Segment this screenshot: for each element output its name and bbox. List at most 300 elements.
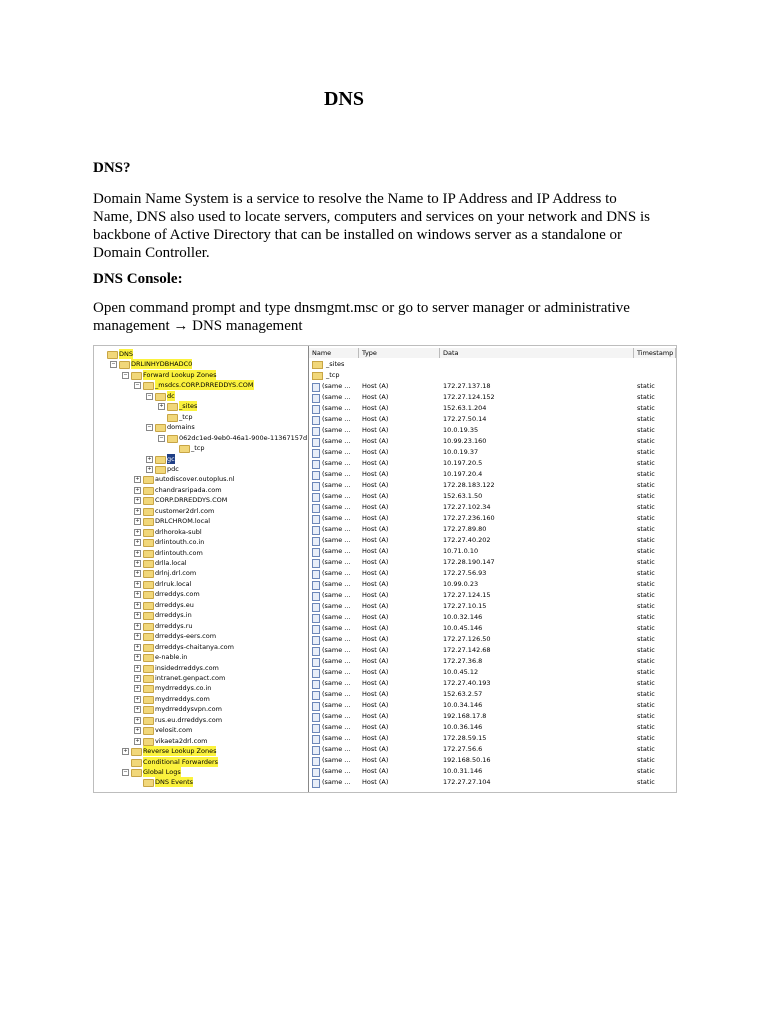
record-data: 10.99.23.160	[443, 437, 487, 445]
record-name: (same ...	[322, 602, 351, 610]
dns-record-row[interactable]	[309, 557, 676, 568]
record-type: Host (A)	[362, 745, 389, 753]
tree-node-label: velosit.com	[155, 726, 193, 735]
record-icon	[312, 383, 320, 392]
expand-icon[interactable]: +	[135, 591, 140, 598]
record-name: (same ...	[322, 437, 351, 445]
record-timestamp: static	[637, 723, 655, 731]
tree-node[interactable]	[94, 401, 308, 411]
record-name: (same ...	[322, 679, 351, 687]
expand-icon[interactable]: +	[159, 403, 164, 410]
record-data: 172.28.190.147	[443, 558, 495, 566]
dns-record-row[interactable]	[309, 414, 676, 425]
folder-icon	[143, 717, 154, 725]
list-folder-row[interactable]	[309, 359, 676, 370]
tree-node-label: mydrreddys.co.in	[155, 684, 212, 693]
folder-icon	[143, 382, 154, 390]
folder-icon	[119, 361, 130, 369]
column-header[interactable]: Name	[309, 348, 359, 358]
collapse-icon[interactable]: −	[123, 371, 128, 378]
tree-node[interactable]	[94, 474, 308, 484]
record-data: 10.0.31.146	[443, 767, 483, 775]
folder-icon	[107, 351, 118, 359]
folder-icon	[312, 361, 323, 369]
record-timestamp: static	[637, 459, 655, 467]
folder-icon	[131, 759, 142, 767]
record-icon	[312, 504, 320, 513]
record-data: 152.63.2.57	[443, 690, 483, 698]
expand-icon[interactable]: +	[135, 654, 140, 661]
record-data: 172.27.102.34	[443, 503, 491, 511]
dns-record-row[interactable]	[309, 546, 676, 557]
record-icon	[312, 647, 320, 656]
folder-icon	[131, 372, 142, 380]
dns-record-row[interactable]	[309, 656, 676, 667]
record-type: Host (A)	[362, 690, 389, 698]
record-type: Host (A)	[362, 547, 389, 555]
dns-record-row[interactable]	[309, 623, 676, 634]
folder-icon	[143, 665, 154, 673]
record-name: (same ...	[322, 668, 351, 676]
record-icon	[312, 438, 320, 447]
record-timestamp: static	[637, 547, 655, 555]
record-name: (same ...	[322, 778, 351, 786]
expand-icon[interactable]: +	[135, 612, 140, 619]
tree-node[interactable]	[94, 433, 308, 443]
dns-record-row[interactable]	[309, 634, 676, 645]
folder-icon	[143, 612, 154, 620]
tree-node-label: drlintouth.co.in	[155, 538, 205, 547]
dns-record-row[interactable]	[309, 513, 676, 524]
dns-record-row[interactable]	[309, 678, 676, 689]
folder-icon	[143, 591, 154, 599]
tree-node[interactable]	[94, 631, 308, 641]
collapse-icon[interactable]: −	[147, 392, 152, 399]
folder-icon	[155, 424, 166, 432]
record-data: 172.27.137.18	[443, 382, 491, 390]
dns-record-row[interactable]	[309, 436, 676, 447]
record-timestamp: static	[637, 778, 655, 786]
record-timestamp: static	[637, 591, 655, 599]
tree-node[interactable]	[94, 412, 308, 422]
record-timestamp: static	[637, 580, 655, 588]
record-data: 172.27.56.6	[443, 745, 483, 753]
folder-icon	[143, 550, 154, 558]
folder-icon	[143, 727, 154, 735]
record-timestamp: static	[637, 448, 655, 456]
expand-icon[interactable]: +	[135, 633, 140, 640]
tree-node[interactable]	[94, 558, 308, 568]
tree-node-label: _msdcs.CORP.DRREDDYS.COM	[155, 381, 254, 390]
record-timestamp: static	[637, 602, 655, 610]
expand-icon[interactable]: +	[135, 507, 140, 514]
record-name: (same ...	[322, 404, 351, 412]
record-type: Host (A)	[362, 470, 389, 478]
folder-icon	[143, 497, 154, 505]
record-name: (same ...	[322, 690, 351, 698]
folder-icon	[143, 476, 154, 484]
record-timestamp: static	[637, 745, 655, 753]
expand-icon[interactable]: +	[135, 528, 140, 535]
record-name: (same ...	[322, 503, 351, 511]
dns-record-row[interactable]	[309, 381, 676, 392]
record-icon	[312, 405, 320, 414]
record-type: Host (A)	[362, 646, 389, 654]
dns-record-row[interactable]	[309, 689, 676, 700]
dns-record-row[interactable]	[309, 700, 676, 711]
expand-icon[interactable]: +	[147, 455, 152, 462]
record-timestamp: static	[637, 426, 655, 434]
expand-icon[interactable]: +	[135, 727, 140, 734]
dns-record-row[interactable]	[309, 590, 676, 601]
folder-icon	[131, 748, 142, 756]
record-timestamp: static	[637, 393, 655, 401]
record-name: (same ...	[322, 657, 351, 665]
expand-icon[interactable]: +	[135, 706, 140, 713]
record-icon	[312, 570, 320, 579]
dns-record-row[interactable]	[309, 403, 676, 414]
record-type: Host (A)	[362, 778, 389, 786]
tree-node[interactable]	[94, 610, 308, 620]
record-name: (same ...	[322, 536, 351, 544]
expand-icon[interactable]: +	[135, 622, 140, 629]
record-name: (same ...	[322, 448, 351, 456]
tree-node-label: pdc	[167, 464, 179, 473]
tree-node[interactable]	[94, 757, 308, 767]
record-name: (same ...	[322, 525, 351, 533]
dns-record-row[interactable]	[309, 612, 676, 623]
tree-node[interactable]	[94, 600, 308, 610]
expand-icon[interactable]: +	[135, 549, 140, 556]
expand-icon[interactable]: +	[135, 539, 140, 546]
tree-node[interactable]	[94, 548, 308, 558]
tree-node[interactable]	[94, 506, 308, 516]
dns-record-row[interactable]	[309, 711, 676, 722]
folder-icon	[143, 539, 154, 547]
folder-icon	[167, 403, 178, 411]
tree-node[interactable]	[94, 673, 308, 683]
tree-node-label: intranet.genpact.com	[155, 673, 226, 682]
record-data: 172.27.89.80	[443, 525, 487, 533]
folder-icon	[143, 706, 154, 714]
dns-manager-screenshot	[93, 345, 677, 793]
dns-record-row[interactable]	[309, 425, 676, 436]
dns-record-row[interactable]	[309, 524, 676, 535]
expand-icon[interactable]: +	[135, 570, 140, 577]
expand-icon[interactable]: +	[135, 643, 140, 650]
tree-node-label: CORP.DRREDDYS.COM	[155, 496, 228, 505]
record-timestamp: static	[637, 646, 655, 654]
column-header[interactable]: Data	[440, 348, 634, 358]
record-type: Host (A)	[362, 569, 389, 577]
record-name: (same ...	[322, 426, 351, 434]
tree-node-label: autodiscover.outoplus.nl	[155, 475, 235, 484]
record-timestamp: static	[637, 382, 655, 390]
record-icon	[312, 603, 320, 612]
expand-icon[interactable]: +	[135, 497, 140, 504]
dns-record-row[interactable]	[309, 645, 676, 656]
tree-node[interactable]	[94, 537, 308, 547]
record-icon	[312, 493, 320, 502]
folder-icon	[143, 738, 154, 746]
tree-node[interactable]	[94, 454, 308, 464]
record-type: Host (A)	[362, 668, 389, 676]
tree-node[interactable]	[94, 767, 308, 777]
dns-record-row[interactable]	[309, 777, 676, 788]
record-type: Host (A)	[362, 591, 389, 599]
record-type: Host (A)	[362, 723, 389, 731]
expand-icon[interactable]: +	[135, 737, 140, 744]
record-data: 10.99.0.23	[443, 580, 479, 588]
record-data: 10.0.19.35	[443, 426, 479, 434]
record-data: 172.27.142.68	[443, 646, 491, 654]
tree-node-label: drlnj.drl.com	[155, 569, 197, 578]
tree-node-label: e-nable.in	[155, 653, 188, 662]
record-name: (same ...	[322, 613, 351, 621]
folder-name: _tcp	[326, 371, 340, 379]
record-name: (same ...	[322, 624, 351, 632]
tree-node[interactable]	[94, 683, 308, 693]
tree-node[interactable]	[94, 516, 308, 526]
list-folder-row[interactable]	[309, 370, 676, 381]
collapse-icon[interactable]: −	[123, 769, 128, 775]
collapse-icon[interactable]: −	[159, 434, 164, 441]
column-header[interactable]: Timestamp	[634, 348, 676, 358]
heading-dns-console: DNS Console:	[93, 271, 183, 287]
dns-record-row[interactable]	[309, 733, 676, 744]
tree-node[interactable]	[94, 568, 308, 578]
folder-icon	[143, 570, 154, 578]
tree-node[interactable]	[94, 579, 308, 589]
tree-node[interactable]	[94, 746, 308, 756]
record-data: 10.0.45.146	[443, 624, 483, 632]
console-line-1: Open command prompt and type dnsmgmt.msc or go to server manager or administrative	[93, 300, 630, 316]
record-name: (same ...	[322, 745, 351, 753]
folder-icon	[312, 372, 323, 380]
record-name: (same ...	[322, 393, 351, 401]
record-icon	[312, 592, 320, 601]
record-timestamp: static	[637, 657, 655, 665]
record-timestamp: static	[637, 492, 655, 500]
record-icon	[312, 394, 320, 403]
tree-node[interactable]	[94, 370, 308, 380]
tree-node[interactable]	[94, 621, 308, 631]
expand-icon[interactable]: +	[135, 674, 140, 681]
tree-node[interactable]	[94, 527, 308, 537]
record-data: 152.63.1.204	[443, 404, 487, 412]
record-type: Host (A)	[362, 558, 389, 566]
folder-icon	[131, 769, 142, 777]
tree-node-label: mydrreddys.com	[155, 694, 210, 703]
record-icon	[312, 460, 320, 469]
dns-record-row[interactable]	[309, 392, 676, 403]
collapse-icon[interactable]: −	[147, 424, 152, 431]
expand-icon[interactable]: +	[123, 748, 128, 755]
dns-record-row[interactable]	[309, 491, 676, 502]
tree-node[interactable]	[94, 380, 308, 390]
record-data: 10.0.32.146	[443, 613, 483, 621]
expand-icon[interactable]: +	[135, 560, 140, 566]
tree-node-label: drreddys-chaitanya.com	[155, 642, 234, 651]
dns-record-row[interactable]	[309, 601, 676, 612]
tree-node[interactable]	[94, 391, 308, 401]
expand-icon[interactable]: +	[135, 518, 140, 525]
record-icon	[312, 680, 320, 689]
tree-node[interactable]	[94, 359, 308, 369]
tree-node[interactable]	[94, 694, 308, 704]
record-timestamp: static	[637, 437, 655, 445]
dns-record-row[interactable]	[309, 568, 676, 579]
expand-icon[interactable]: +	[135, 476, 140, 483]
expand-icon[interactable]: +	[135, 716, 140, 723]
record-data: 10.197.20.4	[443, 470, 483, 478]
dns-record-row[interactable]	[309, 469, 676, 480]
expand-icon[interactable]: +	[135, 601, 140, 608]
record-timestamp: static	[637, 503, 655, 511]
tree-node-label: Global Logs	[143, 768, 181, 776]
record-data: 172.27.36.8	[443, 657, 483, 665]
record-icon	[312, 702, 320, 711]
dns-record-row[interactable]	[309, 755, 676, 766]
tree-node[interactable]	[94, 495, 308, 505]
tree-node-label: 062dc1ed-9eb0-46a1-900e-11367157d	[179, 433, 308, 442]
tree-node-label: drreddys.com	[155, 590, 200, 599]
record-data: 172.27.10.15	[443, 602, 487, 610]
tree-node[interactable]	[94, 349, 308, 359]
record-type: Host (A)	[362, 448, 389, 456]
record-icon	[312, 757, 320, 766]
record-name: (same ...	[322, 635, 351, 643]
tree-node[interactable]	[94, 725, 308, 735]
tree-node-label: dc	[167, 391, 175, 400]
folder-icon	[167, 435, 178, 443]
tree-node-label: drreddys.ru	[155, 621, 193, 630]
dns-record-row[interactable]	[309, 502, 676, 513]
intro-line-1: Domain Name System is a service to resolve the Name to IP Address and IP Address to	[93, 191, 617, 207]
record-data: 172.27.126.50	[443, 635, 491, 643]
expand-icon[interactable]: +	[135, 580, 140, 587]
intro-paragraph	[93, 190, 673, 262]
tree-node-label: _sites	[179, 402, 198, 411]
record-data: 152.63.1.50	[443, 492, 483, 500]
expand-icon[interactable]: +	[135, 486, 140, 493]
dns-record-row[interactable]	[309, 579, 676, 590]
folder-icon	[155, 466, 166, 474]
tree-node[interactable]	[94, 642, 308, 652]
record-timestamp: static	[637, 404, 655, 412]
collapse-icon[interactable]: −	[135, 382, 140, 389]
tree-node[interactable]	[94, 485, 308, 495]
dns-record-row[interactable]	[309, 447, 676, 458]
tree-node-label: mydrreddysvpn.com	[155, 705, 222, 714]
folder-icon	[155, 393, 166, 401]
record-name: (same ...	[322, 712, 351, 720]
record-timestamp: static	[637, 613, 655, 621]
record-type: Host (A)	[362, 525, 389, 533]
tree-node-label: drlintouth.com	[155, 548, 203, 557]
folder-icon	[143, 581, 154, 589]
tree-node[interactable]	[94, 663, 308, 673]
tree-node[interactable]	[94, 777, 308, 787]
tree-node[interactable]	[94, 464, 308, 474]
record-name: (same ...	[322, 470, 351, 478]
tree-node[interactable]	[94, 422, 308, 432]
folder-icon	[143, 654, 154, 662]
record-type: Host (A)	[362, 657, 389, 665]
record-type: Host (A)	[362, 459, 389, 467]
dns-record-row[interactable]	[309, 766, 676, 777]
expand-icon[interactable]: +	[135, 695, 140, 702]
tree-node[interactable]	[94, 715, 308, 725]
folder-icon	[143, 560, 154, 568]
record-timestamp: static	[637, 712, 655, 720]
record-type: Host (A)	[362, 602, 389, 610]
heading-dns: DNS?	[93, 160, 131, 176]
dns-record-row[interactable]	[309, 458, 676, 469]
intro-line-4: Domain Controller.	[93, 245, 210, 261]
record-timestamp: static	[637, 668, 655, 676]
console-tree-pane	[94, 346, 309, 792]
record-type: Host (A)	[362, 624, 389, 632]
record-icon	[312, 779, 320, 788]
tree-node[interactable]	[94, 443, 308, 453]
record-type: Host (A)	[362, 756, 389, 764]
record-data: 172.27.27.104	[443, 778, 491, 786]
tree-node-label: _tcp	[179, 412, 193, 421]
record-name: (same ...	[322, 558, 351, 566]
tree-node[interactable]	[94, 589, 308, 599]
expand-icon[interactable]: +	[135, 685, 140, 692]
dns-record-row[interactable]	[309, 667, 676, 678]
tree-node-label: Forward Lookup Zones	[143, 370, 217, 379]
dns-record-row[interactable]	[309, 744, 676, 755]
record-data: 10.0.19.37	[443, 448, 479, 456]
collapse-icon[interactable]: −	[111, 361, 116, 368]
record-icon	[312, 559, 320, 568]
folder-icon	[143, 623, 154, 631]
tree-node-label: drlla.local	[155, 559, 187, 567]
record-icon	[312, 471, 320, 480]
record-type: Host (A)	[362, 701, 389, 709]
folder-name: _sites	[326, 360, 345, 368]
record-name: (same ...	[322, 415, 351, 423]
dns-record-row[interactable]	[309, 480, 676, 491]
record-icon	[312, 691, 320, 700]
column-header[interactable]: Type	[359, 348, 440, 358]
record-timestamp: static	[637, 734, 655, 742]
expand-icon[interactable]: +	[135, 664, 140, 671]
record-data: 10.0.34.146	[443, 701, 483, 709]
record-icon	[312, 735, 320, 744]
tree-node-label: vikaeta2drl.com	[155, 736, 208, 745]
dns-record-row[interactable]	[309, 535, 676, 546]
record-type: Host (A)	[362, 514, 389, 522]
tree-node[interactable]	[94, 736, 308, 746]
record-timestamp: static	[637, 635, 655, 643]
record-icon	[312, 581, 320, 590]
record-timestamp: static	[637, 514, 655, 522]
record-timestamp: static	[637, 525, 655, 533]
record-icon	[312, 416, 320, 425]
page-title: DNS	[323, 88, 364, 110]
tree-node[interactable]	[94, 652, 308, 662]
record-timestamp: static	[637, 690, 655, 698]
tree-node[interactable]	[94, 704, 308, 714]
dns-record-row[interactable]	[309, 722, 676, 733]
tree-node-label: drreddys-eers.com	[155, 632, 217, 641]
record-data: 172.28.59.15	[443, 734, 487, 742]
expand-icon[interactable]: +	[147, 465, 152, 472]
